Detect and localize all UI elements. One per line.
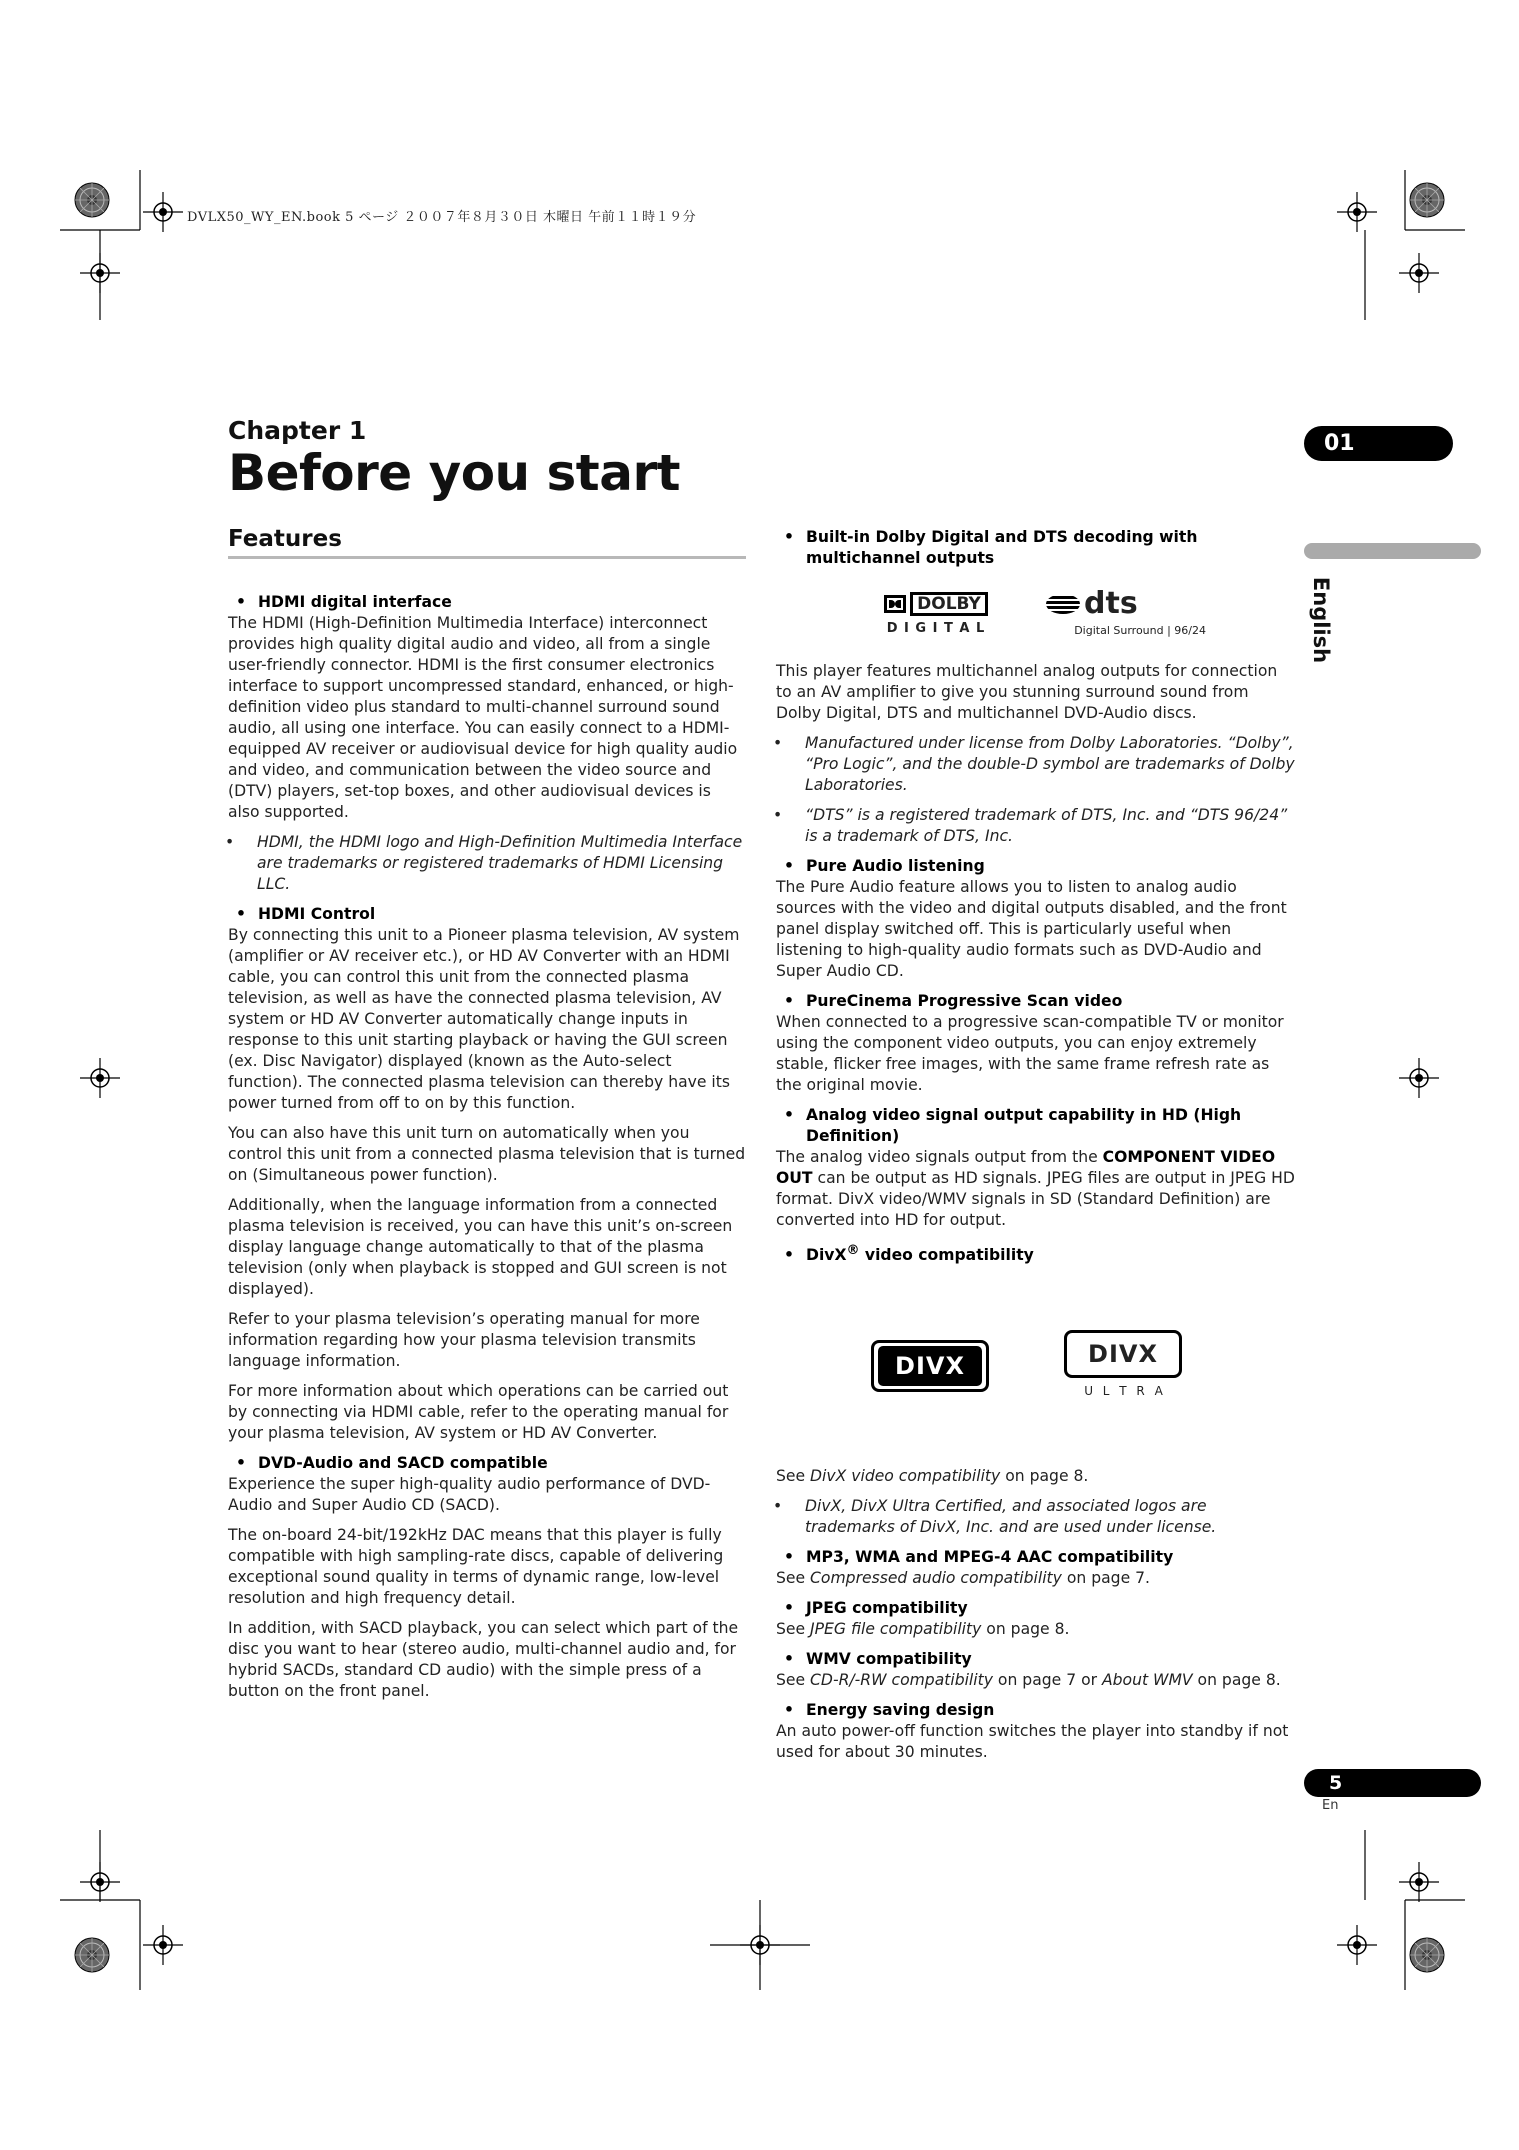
feature-heading-jpeg: • JPEG compatibility [784, 1599, 968, 1618]
wmv-see-reference: See CD-R/-RW compatibility on page 7 or About WMV on page 8. [776, 1671, 1281, 1690]
jpeg-see-reference: See JPEG file compatibility on page 8. [776, 1620, 1070, 1639]
right-column [773, 527, 1296, 1772]
feature-body-analog-hd: The analog video signals output from the COMPONENT VIDEO OUT can be output as HD signals. JPEG files are output in JPEG HD format. DivX video/WMV signals in SD (Standard Definition) are converted into HD for output. [776, 1148, 1295, 1229]
divx-logos [776, 1306, 1296, 1426]
feature-body-dvd-audio-2: The on-board 24-bit/192kHz DAC means that this player is fully compatible with high sampling-rate discs, capable of delivering exceptional sound quality in terms of dynamic range, low-level resolution and high frequency detail. [228, 1526, 724, 1607]
dts-logo: dts Digital Surround | 96/24 [1046, 590, 1206, 641]
feature-heading-mp3: • MP3, WMA and MPEG-4 AAC compatibility [784, 1548, 1174, 1567]
divx-ultra-logo: DIVX U L T R A [1064, 1330, 1186, 1402]
feature-body-energy: An auto power-off function switches the player into standby if not used for about 30 minutes. [776, 1722, 1289, 1762]
feature-heading-dolby-dts: • Built-in Dolby Digital and DTS decoding with multichannel outputs [784, 528, 1198, 567]
section-heading: Features [228, 526, 746, 559]
trademark-note-hdmi: • HDMI, the HDMI logo and High-Definition Multimedia Interface are trademarks or registered trademarks of HDMI Licensing LLC. [225, 833, 743, 893]
feature-body-pure-audio: The Pure Audio feature allows you to listen to analog audio sources with the video and digital outputs disabled, and the front panel display switched off. This is particularly useful when listening to high-quality audio formats such as DVD-Audio and Super Audio CD. [776, 878, 1287, 980]
trademark-note-dolby: • Manufactured under license from Dolby Laboratories. “Dolby”, “Pro Logic”, and the double-D symbol are trademarks of Dolby Laboratories. [773, 734, 1295, 794]
feature-body-dvd-audio-3: In addition, with SACD playback, you can select which part of the disc you want to hear (stereo audio, multi-channel audio and, for hybrid SACDs, standard CD audio) with the simple press of a button on the front panel. [228, 1619, 739, 1700]
left-column [225, 592, 746, 1711]
chapter-title: Before you start [228, 444, 681, 502]
trademark-note-divx: • DivX, DivX Ultra Certified, and associated logos are trademarks of DivX, Inc. and are used under license. [773, 1497, 1217, 1537]
trademark-note-dts: • “DTS” is a registered trademark of DTS, Inc. and “DTS 96/24” is a trademark of DTS, Inc. [773, 806, 1288, 845]
feature-body-hdmi-control-5: For more information about which operations can be carried out by connecting via HDMI cable, refer to the operating manual for your plasma television, AV system or HD AV Converter. [228, 1382, 729, 1442]
mp3-see-reference: See Compressed audio compatibility on page 7. [776, 1569, 1151, 1588]
feature-body-dolby-dts: This player features multichannel analog outputs for connection to an AV amplifier to give you stunning surround sound from Dolby Digital, DTS and multichannel DVD-Audio discs. [776, 662, 1278, 722]
feature-body-hdmi-control-1: By connecting this unit to a Pioneer plasma television, AV system (amplifier or AV receiver etc.), or HD AV Converter with an HDMI cable, you can control this unit from the connected plasma television, as well as have the connected plasma television, AV system or HD AV Converter automatically change inputs in response to this unit starting playback or having the GUI screen (ex. Disc Navigator) displayed (known as the Auto-select function). The connected plasma television can thereby have its power turned from off to on by this function. [228, 926, 740, 1112]
feature-body-hdmi-control-4: Refer to your plasma television’s operating manual for more information regarding how your plasma television transmits language information. [228, 1310, 700, 1370]
feature-heading-purecinema: • PureCinema Progressive Scan video [784, 992, 1123, 1010]
language-tab-label [1301, 572, 1341, 672]
divx-logo: DIVX [871, 1340, 989, 1392]
feature-heading-pure-audio: • Pure Audio listening [784, 857, 985, 875]
dolby-digital-logo: DOLBY D I G I T A L [876, 592, 996, 639]
feature-body-dvd-audio-1: Experience the super high-quality audio performance of DVD-Audio and Super Audio CD (SACD). [228, 1475, 711, 1514]
feature-heading-hdmi: • HDMI digital interface [236, 593, 452, 611]
print-slug: DVLX50_WY_EN.book 5 ページ ２００７年８月３０日 木曜日 午前１１時１９分 [187, 210, 697, 225]
feature-heading-wmv: • WMV compatibility [784, 1650, 972, 1669]
feature-body-hdmi: The HDMI (High-Definition Multimedia Interface) interconnect provides high quality digital audio and video, all from a single user-friendly connector. HDMI is the first consumer electronics interface to support uncompressed standard, enhanced, or high-definition video plus standard to multi-channel surround sound audio, all using one interface. You can easily connect to a HDMI-equipped AV receiver or audiovisual device for high quality audio and video, and communication between the video source and (DTV) players, set-top boxes, and other audiovisual devices is also supported. [228, 614, 738, 821]
dolby-dts-logos [776, 569, 1296, 661]
divx-see-reference: See DivX video compatibility on page 8. [776, 1467, 1089, 1486]
feature-heading-energy: • Energy saving design [784, 1701, 995, 1720]
feature-body-purecinema: When connected to a progressive scan-compatible TV or monitor using the component video outputs, you can enjoy extremely stable, flicker free images, with the same frame refresh rate as the original movie. [776, 1013, 1284, 1094]
chapter-number-tab: 01 [1304, 426, 1453, 461]
feature-heading-hdmi-control: • HDMI Control [236, 905, 376, 923]
language-tab-text: English [1309, 576, 1333, 664]
page-number: 5 [1304, 1769, 1481, 1797]
page-language-code: En [1322, 1798, 1339, 1813]
feature-heading-divx: • DivX® video compatibility [784, 1243, 1034, 1265]
chapter-label: Chapter 1 [228, 416, 367, 445]
feature-body-hdmi-control-2: You can also have this unit turn on automatically when you control this unit from a connected plasma television that is turned on (Simultaneous power function). [228, 1124, 746, 1184]
feature-heading-dvd-audio: • DVD-Audio and SACD compatible [236, 1454, 548, 1472]
feature-body-hdmi-control-3: Additionally, when the language information from a connected plasma television is received, you can have this unit’s on-screen display language change automatically to that of the plasma television (only when playback is stopped and GUI screen is not displayed). [228, 1196, 733, 1298]
feature-heading-analog-hd: • Analog video signal output capability in HD (High Definition) [784, 1106, 1242, 1145]
language-tab-bar [1304, 543, 1481, 559]
